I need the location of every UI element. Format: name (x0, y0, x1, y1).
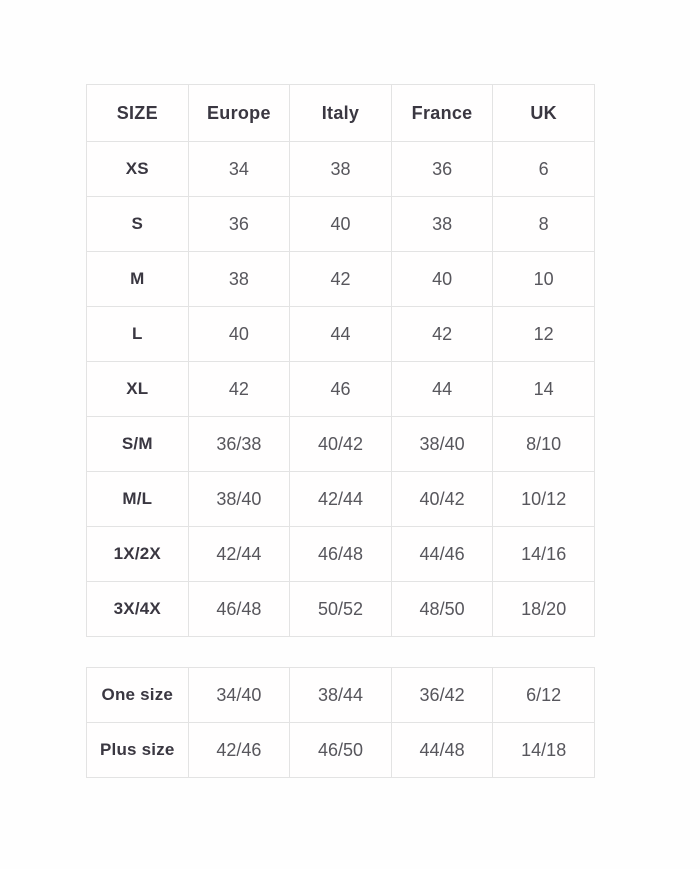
size-label-cell: 3X/4X (87, 582, 189, 637)
table-row-s (87, 197, 595, 252)
column-header-size: SIZE (87, 85, 189, 142)
value-cell: 42/44 (290, 472, 392, 527)
value-cell: 38 (188, 252, 290, 307)
value-cell: 42 (290, 252, 392, 307)
value-cell: 46/48 (188, 582, 290, 637)
value-cell: 8 (493, 197, 595, 252)
value-cell: 40/42 (391, 472, 493, 527)
size-label-cell: 1X/2X (87, 527, 189, 582)
size-label-cell: One size (87, 668, 189, 723)
value-cell: 6/12 (493, 668, 595, 723)
size-conversion-table (86, 84, 595, 637)
value-cell: 46 (290, 362, 392, 417)
size-label-cell: M/L (87, 472, 189, 527)
table-row-m (87, 252, 595, 307)
value-cell: 44 (391, 362, 493, 417)
value-cell: 44/48 (391, 723, 493, 778)
table-row-l (87, 307, 595, 362)
value-cell: 42/44 (188, 527, 290, 582)
value-cell: 42 (391, 307, 493, 362)
value-cell: 42 (188, 362, 290, 417)
table-row-3x4x (87, 582, 595, 637)
value-cell: 36/42 (391, 668, 493, 723)
value-cell: 38/44 (290, 668, 392, 723)
size-label-cell: S/M (87, 417, 189, 472)
value-cell: 40 (391, 252, 493, 307)
table-row-one-size (87, 668, 595, 723)
value-cell: 34 (188, 142, 290, 197)
size-label-cell: L (87, 307, 189, 362)
value-cell: 48/50 (391, 582, 493, 637)
column-header-italy: Italy (290, 85, 392, 142)
value-cell: 40 (188, 307, 290, 362)
value-cell: 34/40 (188, 668, 290, 723)
value-cell: 42/46 (188, 723, 290, 778)
value-cell: 14 (493, 362, 595, 417)
value-cell: 38/40 (188, 472, 290, 527)
value-cell: 36 (391, 142, 493, 197)
size-label-cell: M (87, 252, 189, 307)
table-row-1x2x (87, 527, 595, 582)
table-row-xl (87, 362, 595, 417)
table-row-plus-size (87, 723, 595, 778)
value-cell: 44/46 (391, 527, 493, 582)
value-cell: 18/20 (493, 582, 595, 637)
size-label-cell: S (87, 197, 189, 252)
size-label-cell: XL (87, 362, 189, 417)
column-header-europe: Europe (188, 85, 290, 142)
value-cell: 38/40 (391, 417, 493, 472)
value-cell: 40/42 (290, 417, 392, 472)
value-cell: 6 (493, 142, 595, 197)
value-cell: 12 (493, 307, 595, 362)
value-cell: 8/10 (493, 417, 595, 472)
special-sizes-table (86, 667, 595, 778)
value-cell: 38 (290, 142, 392, 197)
column-header-france: France (391, 85, 493, 142)
size-label-cell: XS (87, 142, 189, 197)
value-cell: 10 (493, 252, 595, 307)
value-cell: 44 (290, 307, 392, 362)
value-cell: 14/18 (493, 723, 595, 778)
value-cell: 38 (391, 197, 493, 252)
header-row (87, 85, 595, 142)
column-header-uk: UK (493, 85, 595, 142)
value-cell: 10/12 (493, 472, 595, 527)
value-cell: 36/38 (188, 417, 290, 472)
size-label-cell: Plus size (87, 723, 189, 778)
value-cell: 36 (188, 197, 290, 252)
value-cell: 50/52 (290, 582, 392, 637)
table-row-ml (87, 472, 595, 527)
value-cell: 14/16 (493, 527, 595, 582)
value-cell: 46/48 (290, 527, 392, 582)
table-row-xs (87, 142, 595, 197)
value-cell: 40 (290, 197, 392, 252)
table-row-sm (87, 417, 595, 472)
value-cell: 46/50 (290, 723, 392, 778)
